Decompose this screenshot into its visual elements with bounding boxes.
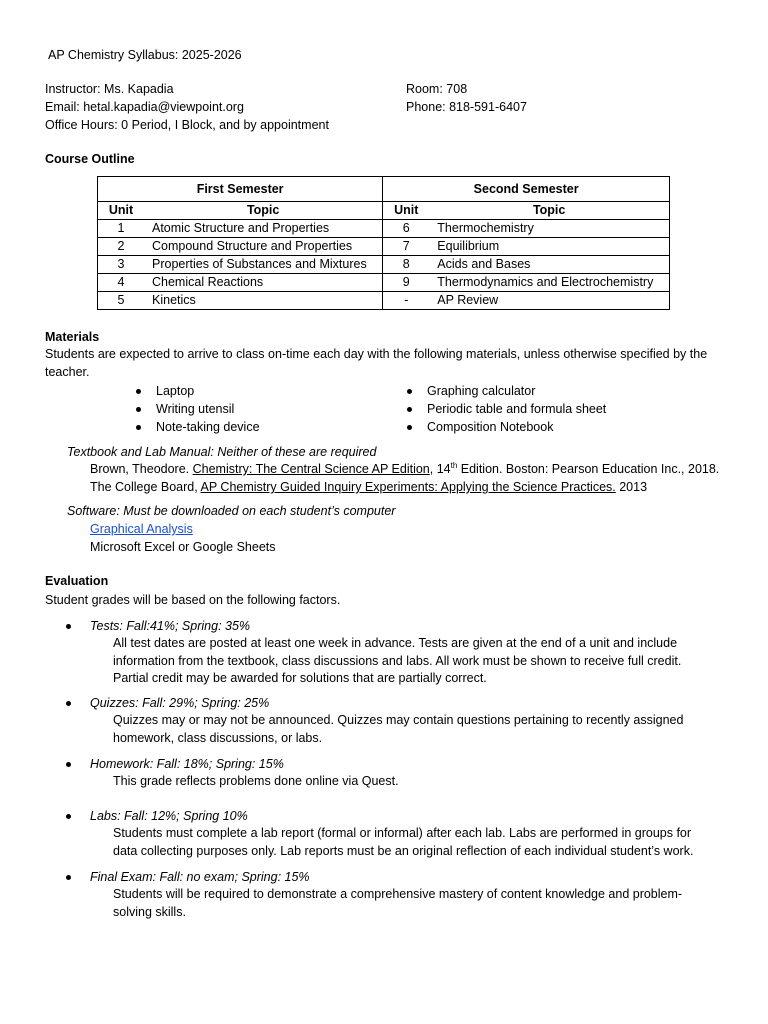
second-semester-header: Second Semester — [383, 177, 670, 202]
evaluation-item-heading: Labs: Fall: 12%; Spring 10% — [90, 809, 248, 823]
unit-cell: 8 — [383, 256, 430, 274]
textbook-citation-1: Brown, Theodore. Chemistry: The Central Science AP Edition, 14th Edition. Boston: Pearson Education Inc., 2018. — [90, 460, 720, 476]
unit-cell: 4 — [98, 274, 145, 292]
table-row — [98, 256, 670, 274]
software-heading: Software: Must be downloaded on each student’s computer — [67, 504, 396, 518]
topic-cell: Acids and Bases — [429, 256, 669, 274]
list-item: Composition Notebook — [405, 418, 606, 436]
bullet-icon — [407, 425, 412, 430]
unit-cell: 6 — [383, 220, 430, 238]
topic-cell: Thermodynamics and Electrochemistry — [429, 274, 669, 292]
evaluation-heading: Evaluation — [45, 574, 109, 588]
evaluation-item-description: All test dates are posted at least one week in advance. Tests are given at the end of a unit and include information from the textbook, class discussions and labs. All work must be shown to receive full credit. Partial credit may be awarded for solutions that are partially correct. — [113, 636, 682, 685]
materials-intro: Students are expected to arrive to class on-time each day with the following materials, unless otherwise specified by the teacher. — [45, 347, 708, 379]
unit-cell: 2 — [98, 238, 145, 256]
bullet-icon — [66, 762, 71, 767]
topic-cell: AP Review — [429, 292, 669, 310]
table-row — [98, 220, 670, 238]
topic-column-header: Topic — [144, 202, 383, 220]
first-semester-header: First Semester — [98, 177, 383, 202]
list-item: Laptop — [134, 382, 260, 400]
unit-cell: 5 — [98, 292, 145, 310]
bullet-icon — [66, 701, 71, 706]
evaluation-item-heading: Final Exam: Fall: no exam; Spring: 15% — [90, 870, 310, 884]
course-outline-heading: Course Outline — [45, 152, 135, 166]
unit-cell: 9 — [383, 274, 430, 292]
bullet-icon — [66, 875, 71, 880]
topic-cell: Kinetics — [144, 292, 383, 310]
evaluation-item-description: Students must complete a lab report (formal or informal) after each lab. Labs are performed in groups for data collecting purposes only. Lab reports must be an original reflection of each individual student’s work. — [113, 826, 694, 858]
list-item: Periodic table and formula sheet — [405, 400, 606, 418]
software-other: Microsoft Excel or Google Sheets — [90, 540, 276, 554]
evaluation-item-heading: Homework: Fall: 18%; Spring: 15% — [90, 757, 284, 771]
materials-list-left — [134, 382, 260, 436]
topic-cell: Thermochemistry — [429, 220, 669, 238]
unit-cell: 7 — [383, 238, 430, 256]
room-line: Room: 708 — [406, 82, 468, 96]
unit-column-header: Unit — [383, 202, 430, 220]
topic-cell: Properties of Substances and Mixtures — [144, 256, 383, 274]
graphical-analysis-link[interactable]: Graphical Analysis — [90, 522, 193, 536]
topic-cell: Chemical Reactions — [144, 274, 383, 292]
table-row — [98, 274, 670, 292]
materials-heading: Materials — [45, 330, 100, 344]
unit-column-header: Unit — [98, 202, 145, 220]
table-row — [98, 238, 670, 256]
book-title: AP Chemistry Guided Inquiry Experiments: Applying the Science Practices. — [200, 480, 616, 494]
evaluation-item-description: Students will be required to demonstrate a comprehensive mastery of content knowledge and problem-solving skills. — [113, 887, 683, 919]
evaluation-intro: Student grades will be based on the following factors. — [45, 593, 341, 607]
evaluation-item-description: This grade reflects problems done online via Quest. — [113, 774, 399, 788]
topic-cell: Atomic Structure and Properties — [144, 220, 383, 238]
list-item: Writing utensil — [134, 400, 260, 418]
email-line: Email: hetal.kapadia@viewpoint.org — [45, 100, 244, 114]
topic-cell: Equilibrium — [429, 238, 669, 256]
bullet-icon — [66, 814, 71, 819]
instructor-line: Instructor: Ms. Kapadia — [45, 82, 174, 96]
topic-cell: Compound Structure and Properties — [144, 238, 383, 256]
unit-cell: 1 — [98, 220, 145, 238]
evaluation-item-heading: Quizzes: Fall: 29%; Spring: 25% — [90, 696, 270, 710]
table-row — [98, 292, 670, 310]
bullet-icon — [407, 407, 412, 412]
list-item: Graphing calculator — [405, 382, 606, 400]
evaluation-item-heading: Tests: Fall:41%; Spring: 35% — [90, 619, 251, 633]
unit-cell: - — [383, 292, 430, 310]
page-title: AP Chemistry Syllabus: 2025-2026 — [48, 48, 242, 62]
bullet-icon — [136, 389, 141, 394]
bullet-icon — [407, 389, 412, 394]
book-title: Chemistry: The Central Science AP Edition — [192, 462, 430, 476]
bullet-icon — [66, 624, 71, 629]
office-hours-line: Office Hours: 0 Period, I Block, and by appointment — [45, 118, 329, 132]
topic-column-header: Topic — [429, 202, 669, 220]
phone-line: Phone: 818-591-6407 — [406, 100, 527, 114]
textbook-heading: Textbook and Lab Manual: Neither of these are required — [67, 445, 377, 459]
bullet-icon — [136, 407, 141, 412]
evaluation-item-description: Quizzes may or may not be announced. Quizzes may contain questions pertaining to recently assigned homework, class discussions, or labs. — [113, 713, 684, 745]
materials-list-right — [405, 382, 606, 436]
bullet-icon — [136, 425, 141, 430]
textbook-citation-2: The College Board, AP Chemistry Guided Inquiry Experiments: Applying the Science Practices. 2013 — [90, 480, 648, 494]
list-item: Note-taking device — [134, 418, 260, 436]
course-outline-table — [97, 176, 670, 310]
unit-cell: 3 — [98, 256, 145, 274]
